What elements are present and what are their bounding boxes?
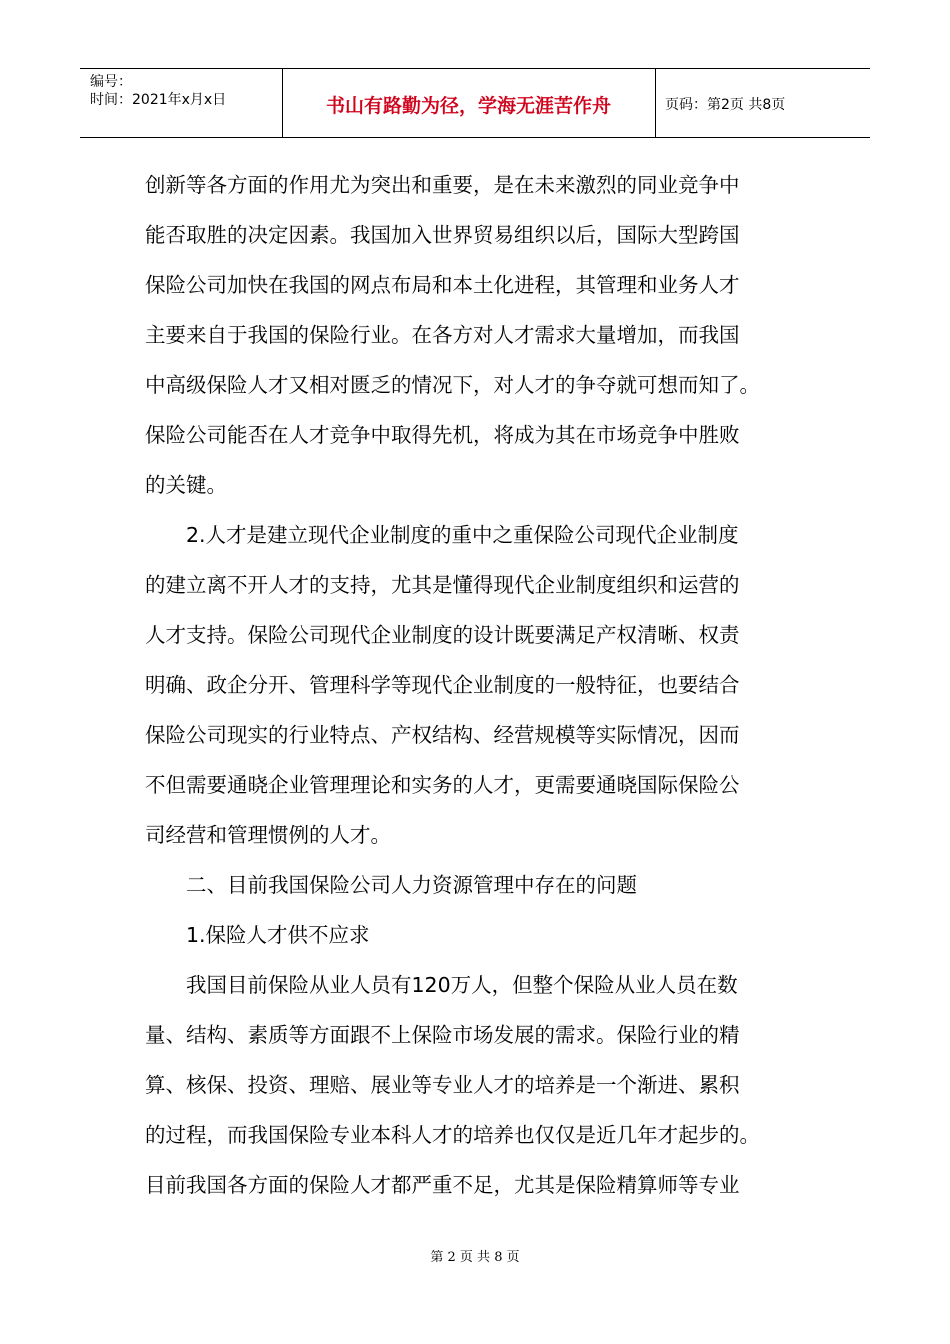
- page-footer: 第 2 页 共 8 页: [430, 1250, 520, 1265]
- body-text-line: 保险公司加快在我国的网点布局和本土化进程，其管理和业务人才: [145, 273, 740, 297]
- header-page-info: 页码：第2页 共8页: [665, 97, 786, 113]
- body-text-line: 保险公司现实的行业特点、产权结构、经营规模等实际情况，因而: [145, 723, 740, 747]
- body-text-line: 中高级保险人才又相对匮乏的情况下，对人才的争夺就可想而知了。: [145, 373, 760, 397]
- body-text-line: 司经营和管理惯例的人才。: [145, 823, 391, 847]
- body-text-line: 量、结构、素质等方面跟不上保险市场发展的需求。保险行业的精: [145, 1023, 740, 1047]
- body-text-line: 创新等各方面的作用尤为突出和重要，是在未来激烈的同业竞争中: [145, 173, 740, 197]
- body-text-line: 主要来自于我国的保险行业。在各方对人才需求大量增加，而我国: [145, 323, 740, 347]
- body-text-line: 算、核保、投资、理赔、展业等专业人才的培养是一个渐进、累积: [145, 1073, 740, 1097]
- body-text-line: 人才支持。保险公司现代企业制度的设计既要满足产权清晰、权责: [145, 623, 740, 647]
- page-header: [80, 68, 870, 138]
- body-text-line: 目前我国各方面的保险人才都严重不足，尤其是保险精算师等专业: [145, 1173, 740, 1197]
- body-text-line: 的建立离不开人才的支持，尤其是懂得现代企业制度组织和运营的: [145, 573, 740, 597]
- header-info-cell: [80, 69, 283, 137]
- header-page-cell: [655, 69, 870, 137]
- header-motto-cell: [282, 69, 656, 137]
- body-text-line: 的过程，而我国保险专业本科人才的培养也仅仅是近几年才起步的。: [145, 1123, 760, 1147]
- document-body: [145, 160, 810, 1210]
- body-text-line: 1.保险人才供不应求: [145, 923, 370, 947]
- body-text-line: 不但需要通晓企业管理理论和实务的人才，更需要通晓国际保险公: [145, 773, 740, 797]
- body-text-line: 能否取胜的决定因素。我国加入世界贸易组织以后，国际大型跨国: [145, 223, 740, 247]
- header-motto: 书山有路勤为径，学海无涯苦作舟: [325, 95, 611, 117]
- body-text-line: 保险公司能否在人才竞争中取得先机，将成为其在市场竞争中胜败: [145, 423, 740, 447]
- body-text-line: 二、目前我国保险公司人力资源管理中存在的问题: [145, 873, 637, 897]
- body-text-line: 我国目前保险从业人员有120万人，但整个保险从业人员在数: [145, 973, 738, 997]
- body-text-line: 的关键。: [145, 473, 227, 497]
- body-text-line: 明确、政企分开、管理科学等现代企业制度的一般特征，也要结合: [145, 673, 740, 697]
- body-text-line: 2.人才是建立现代企业制度的重中之重保险公司现代企业制度: [145, 523, 739, 547]
- document-number-label: 编号：: [90, 74, 132, 90]
- document-date-label: 时间：2021年x月x日: [90, 92, 227, 108]
